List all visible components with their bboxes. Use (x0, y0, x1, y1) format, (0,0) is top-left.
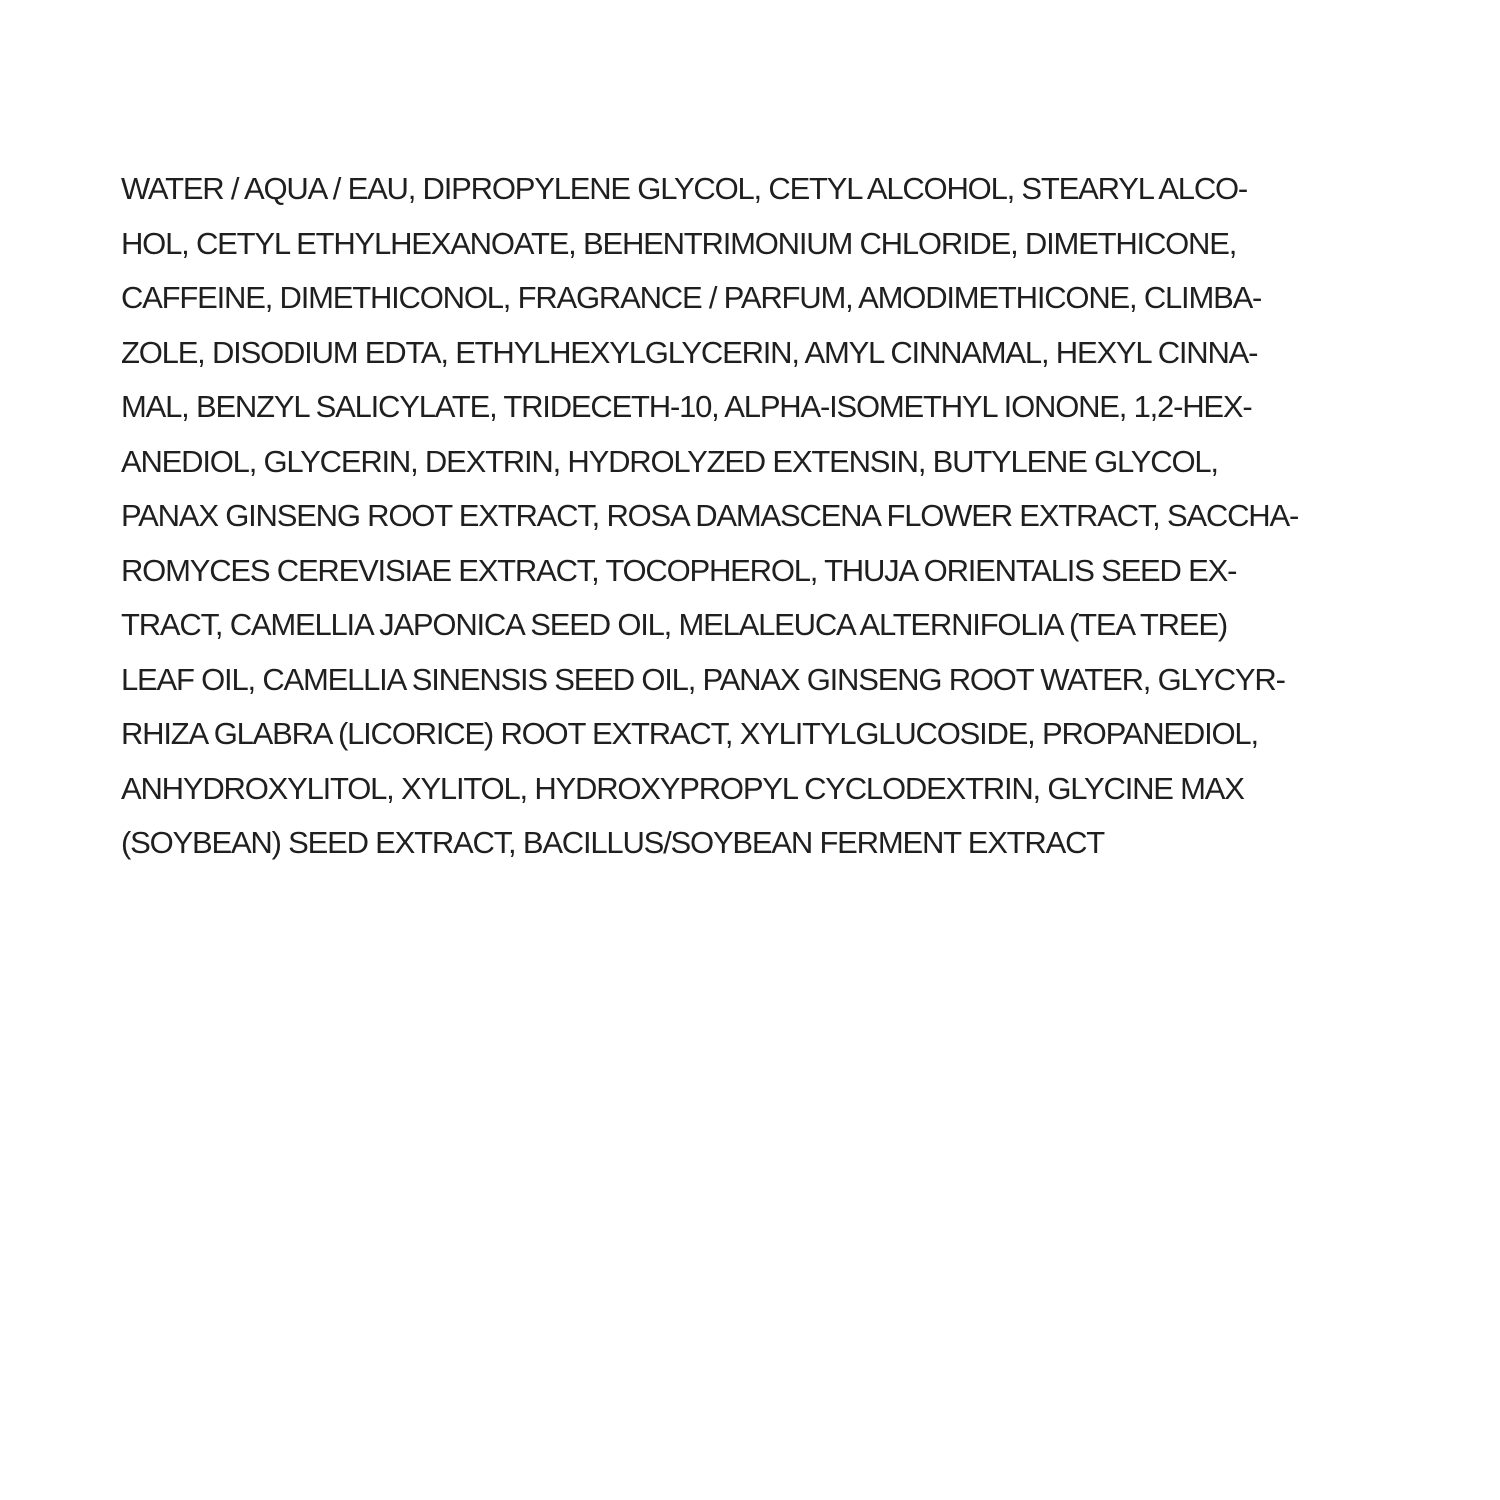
ingredient-line: ANEDIOL, GLYCERIN, DEXTRIN, HYDROLYZED EXTENSIN, BUTYLENE GLYCOL, (121, 443, 1218, 479)
ingredient-line: WATER / AQUA / EAU, DIPROPYLENE GLYCOL, CETYL ALCOHOL, STEARYL ALCO- (121, 171, 1248, 206)
ingredient-line: MAL, BENZYL SALICYLATE, TRIDECETH-10, ALPHA-ISOMETHYL IONONE, 1,2-HEX- (121, 389, 1252, 424)
ingredient-line: HOL, CETYL ETHYLHEXANOATE, BEHENTRIMONIUM CHLORIDE, DIMETHICONE, (121, 225, 1237, 261)
ingredient-line: (SOYBEAN) SEED EXTRACT, BACILLUS/SOYBEAN FERMENT EXTRACT (121, 825, 1105, 860)
ingredient-line: RHIZA GLABRA (LICORICE) ROOT EXTRACT, XYLITYLGLUCOSIDE, PROPANEDIOL, (121, 716, 1258, 751)
ingredient-line: ZOLE, DISODIUM EDTA, ETHYLHEXYLGLYCERIN, AMYL CINNAMAL, HEXYL CINNA- (121, 334, 1258, 370)
ingredient-line: ROMYCES CEREVISIAE EXTRACT, TOCOPHEROL, THUJA ORIENTALIS SEED EX- (121, 552, 1237, 588)
ingredient-line: LEAF OIL, CAMELLIA SINENSIS SEED OIL, PANAX GINSENG ROOT WATER, GLYCYR- (121, 661, 1285, 697)
ingredient-line: CAFFEINE, DIMETHICONOL, FRAGRANCE / PARFUM, AMODIMETHICONE, CLIMBA- (121, 280, 1262, 315)
ingredient-list (121, 162, 1421, 871)
ingredient-line: PANAX GINSENG ROOT EXTRACT, ROSA DAMASCENA FLOWER EXTRACT, SACCHA- (121, 498, 1299, 533)
ingredient-line: ANHYDROXYLITOL, XYLITOL, HYDROXYPROPYL CYCLODEXTRIN, GLYCINE MAX (121, 770, 1244, 806)
ingredient-line: TRACT, CAMELLIA JAPONICA SEED OIL, MELALEUCA ALTERNIFOLIA (TEA TREE) (121, 607, 1227, 642)
